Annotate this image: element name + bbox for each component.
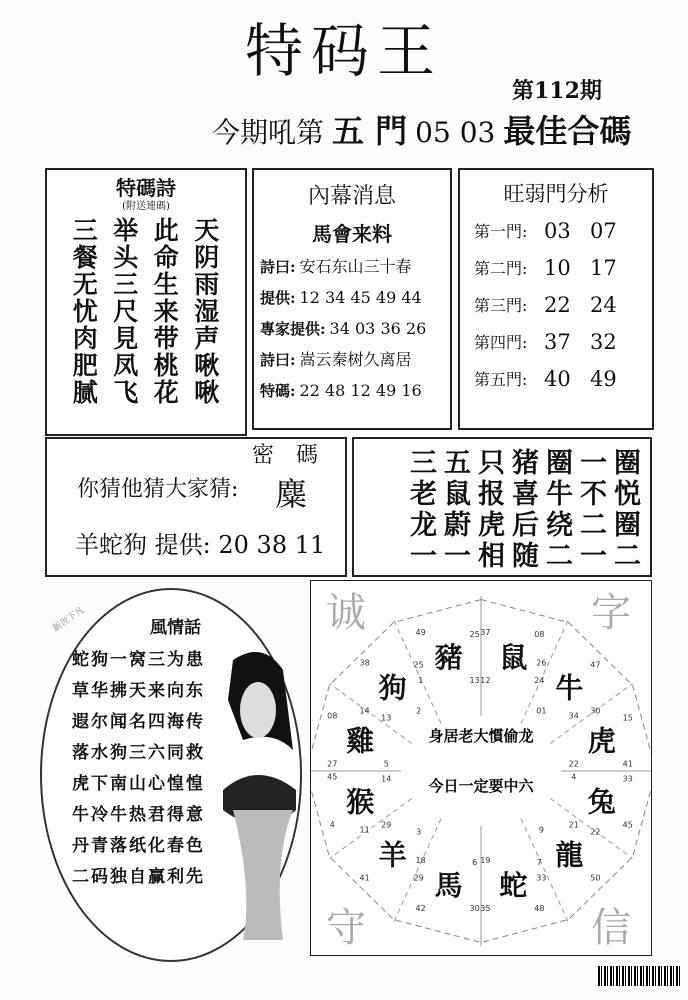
segment-number: 38 xyxy=(359,658,370,668)
riddle-char: 不 xyxy=(580,479,607,510)
segment-number: 24 xyxy=(534,676,545,686)
segment-number: 13 xyxy=(469,676,480,686)
poem-char: 飞 xyxy=(113,378,139,407)
poem-char: 此 xyxy=(153,216,179,245)
inside-row xyxy=(260,381,444,401)
horse-icon: 馬 xyxy=(434,868,463,902)
riddle-box xyxy=(352,437,652,577)
segment-number: 12 xyxy=(480,676,491,686)
provider: 羊蛇狗 xyxy=(75,531,147,559)
segment-number: 47 xyxy=(590,660,601,670)
romance-line: 虎下南山心惶惶 xyxy=(72,774,205,794)
romance-line: 牛冷牛热君得意 xyxy=(72,805,205,825)
romance-line: 丹青落纸化春色 xyxy=(72,836,205,856)
row-label: 提供: xyxy=(260,289,296,307)
segment-number: 01 xyxy=(536,706,547,716)
segment-number: 30 xyxy=(590,706,601,716)
door-label: 第一門: xyxy=(474,222,528,241)
romance-title: 風情話 xyxy=(150,618,201,638)
tag-prefix: 今期吼第 xyxy=(212,116,325,149)
door-row xyxy=(474,293,638,318)
analysis-box xyxy=(458,168,654,430)
zodiac-wheel-box xyxy=(310,580,652,956)
riddle-char: 圈 xyxy=(546,448,573,479)
row-label: 詩曰: xyxy=(260,351,296,369)
poem-char: 啾 xyxy=(194,351,220,380)
tagline xyxy=(212,112,639,152)
poem-char: 天 xyxy=(194,216,220,245)
riddle-char: 二 xyxy=(614,541,641,572)
romance-line: 二码独自赢利先 xyxy=(72,867,205,887)
page-title: 特码王 xyxy=(244,17,443,85)
door-label: 第三門: xyxy=(474,296,528,315)
row-label: 專家提供: xyxy=(260,320,326,338)
poem-char: 凤 xyxy=(113,351,139,380)
segment-number: 49 xyxy=(415,628,426,638)
center-line: 今日一定要中六 xyxy=(428,777,534,795)
woman-portrait-image xyxy=(218,640,298,940)
corner-char: 守 xyxy=(326,905,366,951)
riddle-char: 一 xyxy=(580,448,607,479)
riddle-char: 后 xyxy=(512,510,539,541)
segment-number: 29 xyxy=(381,820,392,830)
segment-number: 4 xyxy=(571,772,577,782)
poem-title: 特碼詩 xyxy=(116,176,176,200)
poem-char: 湿 xyxy=(194,297,220,326)
riddle-char: 悦 xyxy=(614,479,641,510)
segment-number: 45 xyxy=(327,772,338,782)
zodiac-wheel xyxy=(311,581,651,955)
poem-box xyxy=(45,168,247,436)
segment-number: 5 xyxy=(383,759,389,769)
segment-number: 50 xyxy=(590,873,601,883)
center-line: 身居老大慣偷龙 xyxy=(428,727,534,745)
poem-char: 見 xyxy=(113,324,139,353)
segment-number: 22 xyxy=(568,759,579,769)
barcode xyxy=(598,966,680,986)
riddle-char: 一 xyxy=(444,541,471,572)
romance-line: 草华拂天来向东 xyxy=(72,681,205,701)
poem-char: 命 xyxy=(153,243,179,272)
segment-number: 26 xyxy=(536,658,547,668)
rabbit-icon: 兔 xyxy=(587,785,616,819)
pig-icon: 豬 xyxy=(434,641,463,675)
inside-subtitle: 馬會来料 xyxy=(312,222,392,246)
riddle-char: 报 xyxy=(478,479,505,510)
segment-number: 14 xyxy=(381,774,392,784)
door-label: 第二門: xyxy=(474,259,528,278)
segment-number: 1 xyxy=(418,676,424,686)
dog-icon: 狗 xyxy=(378,671,407,705)
segment-number: 41 xyxy=(622,759,633,769)
poem-char: 啾 xyxy=(194,378,220,407)
poem-char: 来 xyxy=(153,297,179,326)
guess-line: 你猜他猜大家猜: xyxy=(77,477,239,502)
riddle-char: 牛 xyxy=(546,479,573,510)
poem-char: 桃 xyxy=(153,351,179,380)
riddle-char: 只 xyxy=(478,448,505,479)
segment-number: 08 xyxy=(534,630,545,640)
segment-number: 4 xyxy=(329,820,335,830)
poem-char: 三 xyxy=(113,270,139,299)
riddle-char: 一 xyxy=(410,541,437,572)
door-num: 03 xyxy=(544,219,571,243)
inside-row xyxy=(260,257,444,277)
riddle-char: 绕 xyxy=(546,510,573,541)
segment-number: 27 xyxy=(327,759,338,769)
door-label: 第五門: xyxy=(474,370,528,389)
poem-char: 生 xyxy=(153,270,179,299)
riddle-char: 猪 xyxy=(512,448,539,479)
romance-line: 遐尔闻名四海传 xyxy=(72,712,205,732)
segment-number: 41 xyxy=(359,873,370,883)
segment-number: 48 xyxy=(534,903,545,913)
guess-box xyxy=(45,437,347,577)
segment-number: 13 xyxy=(381,713,392,723)
rat-icon: 鼠 xyxy=(499,641,528,675)
row-value: 12 34 45 49 44 xyxy=(299,288,422,307)
snake-icon: 蛇 xyxy=(499,868,528,902)
segment-number: 45 xyxy=(622,820,633,830)
segment-number: 2 xyxy=(416,706,422,716)
door-num: 40 xyxy=(544,367,571,391)
segment-number: 22 xyxy=(590,827,601,837)
issue-number: 第112期 xyxy=(512,78,602,104)
door-num: 49 xyxy=(590,367,617,391)
riddle-char: 五 xyxy=(444,448,471,479)
dragon-icon: 龍 xyxy=(555,838,584,872)
riddle-char: 老 xyxy=(410,479,437,510)
door-num: 32 xyxy=(590,330,617,354)
row-value: 安石东山三十春 xyxy=(299,257,412,276)
segment-number: 34 xyxy=(568,711,579,721)
segment-number: 11 xyxy=(359,825,370,835)
door-row xyxy=(474,367,638,392)
provider-numbers: 20 38 11 xyxy=(218,531,326,559)
poem-subtitle: (附送連碼) xyxy=(122,201,170,212)
romance-line: 蛇狗一窝三为患 xyxy=(72,650,205,670)
corner-char: 诚 xyxy=(326,590,366,636)
poem-char: 雨 xyxy=(194,270,220,299)
door-num: 37 xyxy=(544,330,571,354)
corner-char: 字 xyxy=(591,590,631,636)
riddle-char: 圈 xyxy=(614,510,641,541)
corner-char: 信 xyxy=(591,905,631,951)
segment-number: 25 xyxy=(413,660,424,670)
ox-icon: 牛 xyxy=(555,671,584,705)
segment-number: 7 xyxy=(536,857,542,867)
segment-number: 33 xyxy=(536,873,547,883)
poem-char: 尺 xyxy=(113,297,139,326)
segment-number: 19 xyxy=(480,855,491,865)
poem-char: 声 xyxy=(194,324,220,353)
segment-number: 08 xyxy=(327,711,338,721)
monkey-icon: 猴 xyxy=(346,785,375,819)
segment-number: 30 xyxy=(469,903,480,913)
inside-row xyxy=(260,288,444,308)
segment-number: 35 xyxy=(480,903,491,913)
row-value: 嵩云秦树久离居 xyxy=(299,350,412,369)
inside-news-box xyxy=(252,168,452,430)
door-num: 22 xyxy=(544,293,571,317)
segment-number: 15 xyxy=(622,713,633,723)
riddle-char: 二 xyxy=(546,541,573,572)
stamp: 新世下凡 xyxy=(51,605,87,635)
poem-char: 带 xyxy=(153,324,179,353)
riddle-char: 鼠 xyxy=(444,479,471,510)
segment-number: 29 xyxy=(413,873,424,883)
riddle-char: 二 xyxy=(580,510,607,541)
door-num: 17 xyxy=(590,256,617,280)
door-row xyxy=(474,219,638,244)
poem-char: 花 xyxy=(153,378,179,407)
poem-char: 三 xyxy=(72,216,98,245)
poem-char: 举 xyxy=(113,216,139,245)
door-label: 第四門: xyxy=(474,333,528,352)
poem-char: 腻 xyxy=(72,378,98,407)
tag-suffix: 最佳合碼 xyxy=(503,112,632,150)
door-row xyxy=(474,256,638,281)
segment-number: 6 xyxy=(472,857,478,867)
segment-number: 37 xyxy=(480,628,491,638)
secret-label: 密 碼 xyxy=(252,443,319,468)
segment-number: 3 xyxy=(416,827,422,837)
inside-row xyxy=(260,350,444,370)
poem-char: 头 xyxy=(113,243,139,272)
door-row xyxy=(474,330,638,355)
segment-number: 14 xyxy=(359,706,370,716)
segment-number: 42 xyxy=(415,903,426,913)
row-value: 22 48 12 49 16 xyxy=(299,381,422,400)
riddle-char: 虎 xyxy=(478,510,505,541)
door-num: 07 xyxy=(590,219,617,243)
romance-line: 落水狗三六同救 xyxy=(72,743,205,763)
row-value: 34 03 36 26 xyxy=(329,319,427,338)
provider-label: 提供: xyxy=(154,531,211,559)
poem-char: 餐 xyxy=(72,243,98,272)
analysis-title: 旺弱門分析 xyxy=(503,182,609,206)
secret-char: 麋 xyxy=(275,475,308,513)
poem-char: 阴 xyxy=(194,243,220,272)
poem-char: 肉 xyxy=(72,324,98,353)
segment-number: 21 xyxy=(568,820,579,830)
poem-char: 肥 xyxy=(72,351,98,380)
riddle-char: 圈 xyxy=(614,448,641,479)
row-label: 詩曰: xyxy=(260,258,296,276)
inside-row xyxy=(260,319,444,339)
door-num: 24 xyxy=(590,293,617,317)
goat-icon: 羊 xyxy=(378,838,407,872)
rooster-icon: 雞 xyxy=(346,724,375,758)
segment-number: 25 xyxy=(469,630,480,640)
poem-char: 忧 xyxy=(72,297,98,326)
segment-number: 33 xyxy=(622,774,633,784)
segment-number: 18 xyxy=(415,855,426,865)
door-num: 10 xyxy=(544,256,571,280)
segment-number: 9 xyxy=(538,825,544,835)
riddle-char: 龙 xyxy=(410,510,437,541)
tiger-icon: 虎 xyxy=(587,724,616,758)
riddle-char: 三 xyxy=(410,448,437,479)
riddle-char: 相 xyxy=(478,541,505,572)
tag-door: 五 門 xyxy=(332,112,408,150)
row-label: 特碼: xyxy=(260,382,296,400)
provider-line xyxy=(75,531,325,559)
poem-grid xyxy=(47,213,245,406)
poem-char: 无 xyxy=(72,270,98,299)
riddle-char: 蔚 xyxy=(444,510,471,541)
inside-title: 內幕消息 xyxy=(307,184,396,209)
tag-numbers: 05 03 xyxy=(415,116,496,149)
riddle-char: 一 xyxy=(580,541,607,572)
riddle-char: 随 xyxy=(512,541,539,572)
riddle-char: 喜 xyxy=(512,479,539,510)
